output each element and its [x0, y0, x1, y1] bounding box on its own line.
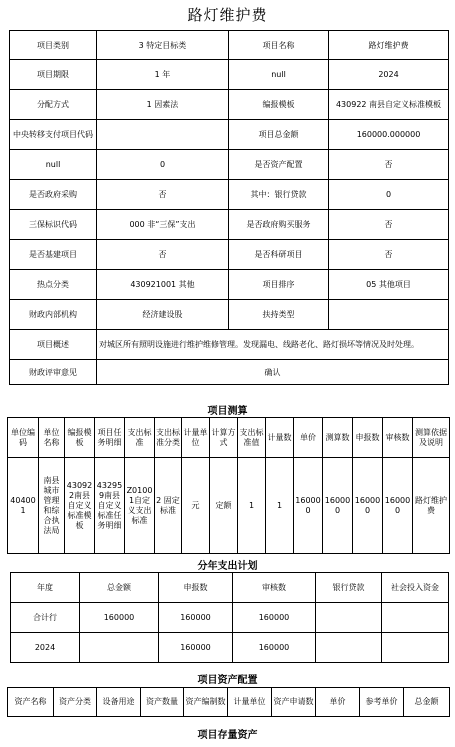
- info-value: 经济建设股: [97, 300, 229, 330]
- table-cell: 路灯维护费: [413, 458, 450, 554]
- info-label: 项目排序: [229, 270, 329, 300]
- plan-row: [11, 633, 449, 663]
- column-header: 审核数: [383, 418, 413, 458]
- info-label: 编报模板: [229, 90, 329, 120]
- info-label: 财政内部机构: [10, 300, 97, 330]
- table-cell: 404001: [8, 458, 39, 554]
- plan-header-row: [11, 573, 449, 603]
- table-cell: 定额: [210, 458, 238, 554]
- info-label: 是否基建项目: [10, 240, 97, 270]
- info-row: [10, 300, 449, 330]
- asset-config-table: [7, 687, 450, 717]
- info-label: 中央转移支付项目代码: [10, 120, 97, 150]
- table-cell: [382, 633, 449, 663]
- column-header: 测算依据及说明: [413, 418, 450, 458]
- section-title-plan: 分年支出计划: [197, 561, 258, 572]
- column-header: 资产名称: [8, 688, 54, 717]
- column-header: 年度: [11, 573, 80, 603]
- table-cell: 2024: [11, 633, 80, 663]
- column-header: 支出标准值: [238, 418, 266, 458]
- info-label: 财政评审意见: [10, 360, 97, 385]
- column-header: 申报数: [159, 573, 233, 603]
- info-value: 1 因素法: [97, 90, 229, 120]
- table-cell: 160000: [383, 458, 413, 554]
- column-header: 审核数: [233, 573, 316, 603]
- column-header: 设备用途: [97, 688, 141, 717]
- table-cell: 160000: [80, 603, 159, 633]
- info-value: 000 非“三保”支出: [97, 210, 229, 240]
- info-value: 3 特定目标类: [97, 31, 229, 60]
- column-header: 总金额: [404, 688, 450, 717]
- column-header: 测算数: [323, 418, 353, 458]
- info-row: [10, 240, 449, 270]
- column-header: 计量数: [266, 418, 294, 458]
- table-cell: [80, 633, 159, 663]
- column-header: 计量单位: [182, 418, 210, 458]
- info-row: [10, 60, 449, 90]
- info-label: 项目总金额: [229, 120, 329, 150]
- info-value: 否: [97, 240, 229, 270]
- asset-header-row: [8, 688, 450, 717]
- column-header: 支出标准分类: [155, 418, 182, 458]
- info-value: 05 其他项目: [329, 270, 449, 300]
- column-header: 资产申请数: [272, 688, 316, 717]
- measure-data-row: [8, 458, 450, 554]
- info-label: null: [10, 150, 97, 180]
- column-header: 单价: [294, 418, 323, 458]
- table-cell: 2 固定标准: [155, 458, 182, 554]
- column-header: 单位名称: [39, 418, 65, 458]
- plan-row: [11, 603, 449, 633]
- project-overview-value: 对城区所有照明设施进行维护维修管理。发现漏电、线路老化、路灯损坏等情况及时处理。: [97, 330, 449, 360]
- info-value: [97, 120, 229, 150]
- column-header: 单位编码: [8, 418, 39, 458]
- column-header: 项目任务明细: [95, 418, 125, 458]
- table-cell: 160000: [233, 633, 316, 663]
- table-cell: [316, 633, 382, 663]
- table-cell: Z01001自定义支出标准: [125, 458, 155, 554]
- table-cell: 南县城市管理和综合执法局: [39, 458, 65, 554]
- info-label: 项目概述: [10, 330, 97, 360]
- column-header: 资产分类: [54, 688, 97, 717]
- info-row: [10, 150, 449, 180]
- column-header: 计量单位: [228, 688, 272, 717]
- column-header: 编报模板: [65, 418, 95, 458]
- info-value: 否: [97, 180, 229, 210]
- info-label: 是否资产配置: [229, 150, 329, 180]
- table-cell: 430922南县自定义标准模板: [65, 458, 95, 554]
- info-label: 热点分类: [10, 270, 97, 300]
- column-header: 单价: [316, 688, 360, 717]
- column-header: 支出标准: [125, 418, 155, 458]
- table-cell: [382, 603, 449, 633]
- info-value: 1 年: [97, 60, 229, 90]
- info-label: 其中：银行贷款: [229, 180, 329, 210]
- info-value: 路灯维护费: [329, 31, 449, 60]
- table-cell: 432959南县自定义标准任务明细: [95, 458, 125, 554]
- table-cell: 160000: [353, 458, 383, 554]
- table-cell: 160000: [159, 603, 233, 633]
- section-title-stock-assets: 项目存量资产: [197, 730, 258, 741]
- table-cell: 元: [182, 458, 210, 554]
- info-value: 430922 南县自定义标准模板: [329, 90, 449, 120]
- measure-header-row: [8, 418, 450, 458]
- info-value: 否: [329, 210, 449, 240]
- info-label: 是否科研项目: [229, 240, 329, 270]
- info-row: [10, 330, 449, 360]
- review-opinion-value: 确认: [97, 360, 449, 385]
- column-header: 银行贷款: [316, 573, 382, 603]
- project-info-table: [9, 30, 449, 385]
- column-header: 总金额: [80, 573, 159, 603]
- info-row: [10, 180, 449, 210]
- column-header: 资产数量: [141, 688, 184, 717]
- info-value: 430921001 其他: [97, 270, 229, 300]
- info-row: [10, 360, 449, 385]
- table-cell: 合计行: [11, 603, 80, 633]
- annual-plan-table: [10, 572, 449, 663]
- page-title: 路灯维护费: [187, 6, 268, 24]
- table-cell: 160000: [159, 633, 233, 663]
- info-value: 160000.000000: [329, 120, 449, 150]
- info-row: [10, 31, 449, 60]
- table-cell: 1: [238, 458, 266, 554]
- info-value: 否: [329, 240, 449, 270]
- info-label: 项目期限: [10, 60, 97, 90]
- info-value: [329, 300, 449, 330]
- column-header: 计算方式: [210, 418, 238, 458]
- info-row: [10, 90, 449, 120]
- info-value: 0: [97, 150, 229, 180]
- column-header: 参考单价: [360, 688, 404, 717]
- info-label: 项目类别: [10, 31, 97, 60]
- info-row: [10, 270, 449, 300]
- column-header: 社会投入资金: [382, 573, 449, 603]
- table-cell: 160000: [233, 603, 316, 633]
- table-cell: 1: [266, 458, 294, 554]
- info-label: 是否政府购买服务: [229, 210, 329, 240]
- info-row: [10, 210, 449, 240]
- section-title-measure: 项目测算: [207, 406, 248, 417]
- info-label: 项目名称: [229, 31, 329, 60]
- table-cell: 160000: [294, 458, 323, 554]
- table-cell: [316, 603, 382, 633]
- info-value: 否: [329, 150, 449, 180]
- info-label: 分配方式: [10, 90, 97, 120]
- info-value: 2024: [329, 60, 449, 90]
- info-row: [10, 120, 449, 150]
- info-label: 三保标识代码: [10, 210, 97, 240]
- info-value: 0: [329, 180, 449, 210]
- info-label: 扶持类型: [229, 300, 329, 330]
- section-title-assets: 项目资产配置: [197, 675, 258, 686]
- table-cell: 160000: [323, 458, 353, 554]
- measure-table: [7, 417, 450, 554]
- info-label: 是否政府采购: [10, 180, 97, 210]
- column-header: 资产编制数: [184, 688, 228, 717]
- column-header: 申报数: [353, 418, 383, 458]
- info-label: null: [229, 60, 329, 90]
